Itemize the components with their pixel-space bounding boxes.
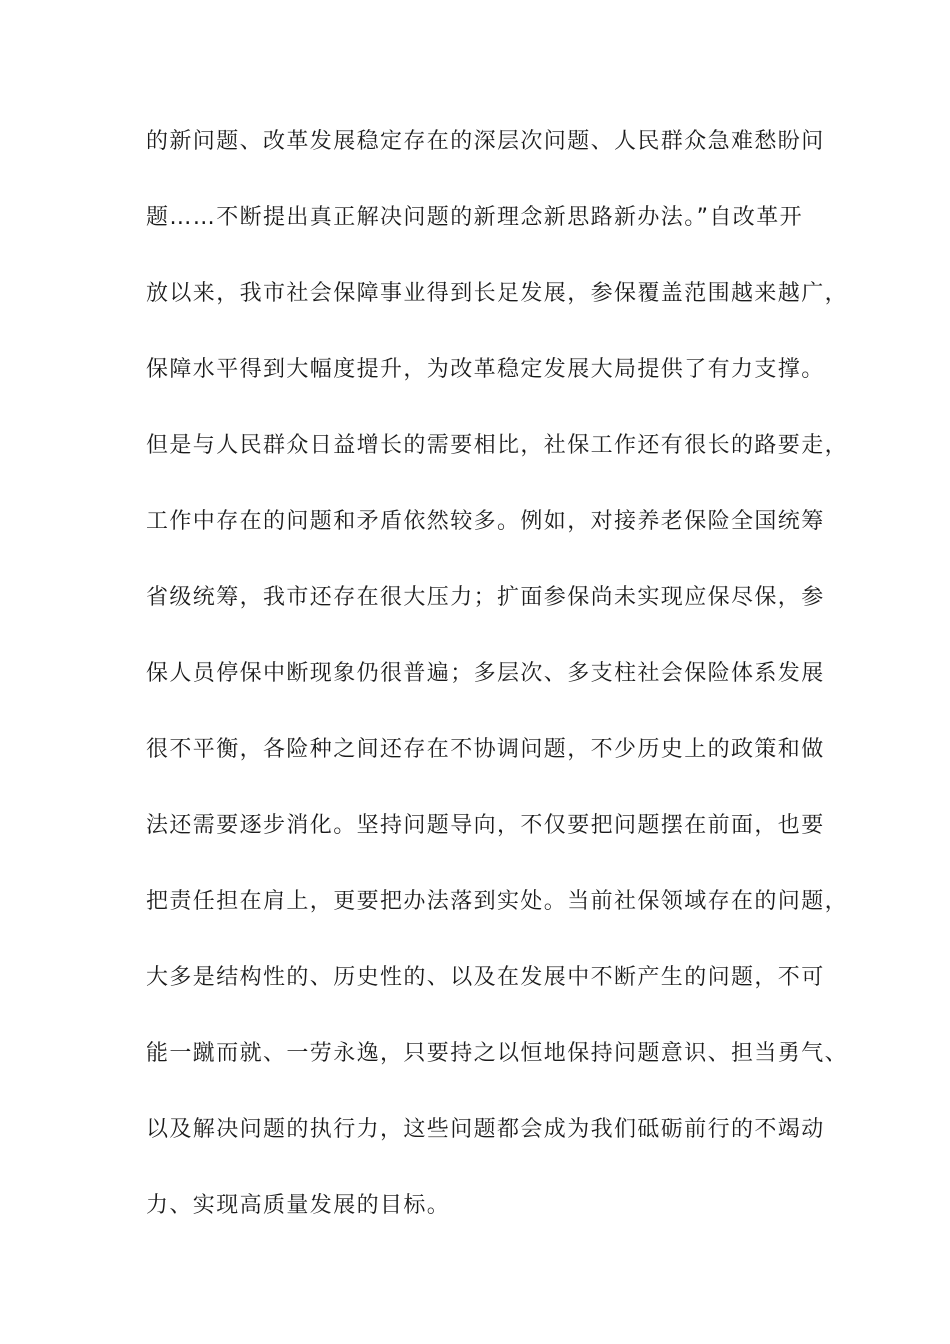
text-line-3: 放以来，我市社会保障事业得到长足发展，参保覆盖范围越来越广， — [146, 281, 849, 306]
text-line-8: 保人员停保中断现象仍很普遍；多层次、多支柱社会保险体系发展 — [146, 661, 825, 686]
text-line-6: 工作中存在的问题和矛盾依然较多。例如，对接养老保险全国统筹 — [146, 509, 825, 534]
text-line-15: 力、实现高质量发展的目标。 — [146, 1193, 451, 1218]
text-line-14: 以及解决问题的执行力，这些问题都会成为我们砥砺前行的不竭动 — [146, 1117, 825, 1142]
text-line-2: 题……不断提出真正解决问题的新理念新思路新办法。”自改革开 — [146, 205, 803, 230]
text-line-4: 保障水平得到大幅度提升，为改革稳定发展大局提供了有力支撑。 — [146, 357, 825, 382]
text-line-9: 很不平衡，各险种之间还存在不协调问题，不少历史上的政策和做 — [146, 737, 825, 762]
text-line-13: 能一蹴而就、一劳永逸，只要持之以恒地保持问题意识、担当勇气、 — [146, 1041, 849, 1066]
text-line-11: 把责任担在肩上，更要把办法落到实处。当前社保领域存在的问题， — [146, 889, 849, 914]
text-line-5: 但是与人民群众日益增长的需要相比，社保工作还有很长的路要走， — [146, 433, 849, 458]
text-line-10: 法还需要逐步消化。坚持问题导向，不仅要把问题摆在前面，也要 — [146, 813, 825, 838]
text-line-1: 的新问题、改革发展稳定存在的深层次问题、人民群众急难愁盼问 — [146, 129, 825, 154]
text-line-7: 省级统筹，我市还存在很大压力；扩面参保尚未实现应保尽保，参 — [146, 585, 825, 610]
body-paragraph — [146, 129, 849, 1270]
text-line-12: 大多是结构性的、历史性的、以及在发展中不断产生的问题，不可 — [146, 965, 825, 990]
